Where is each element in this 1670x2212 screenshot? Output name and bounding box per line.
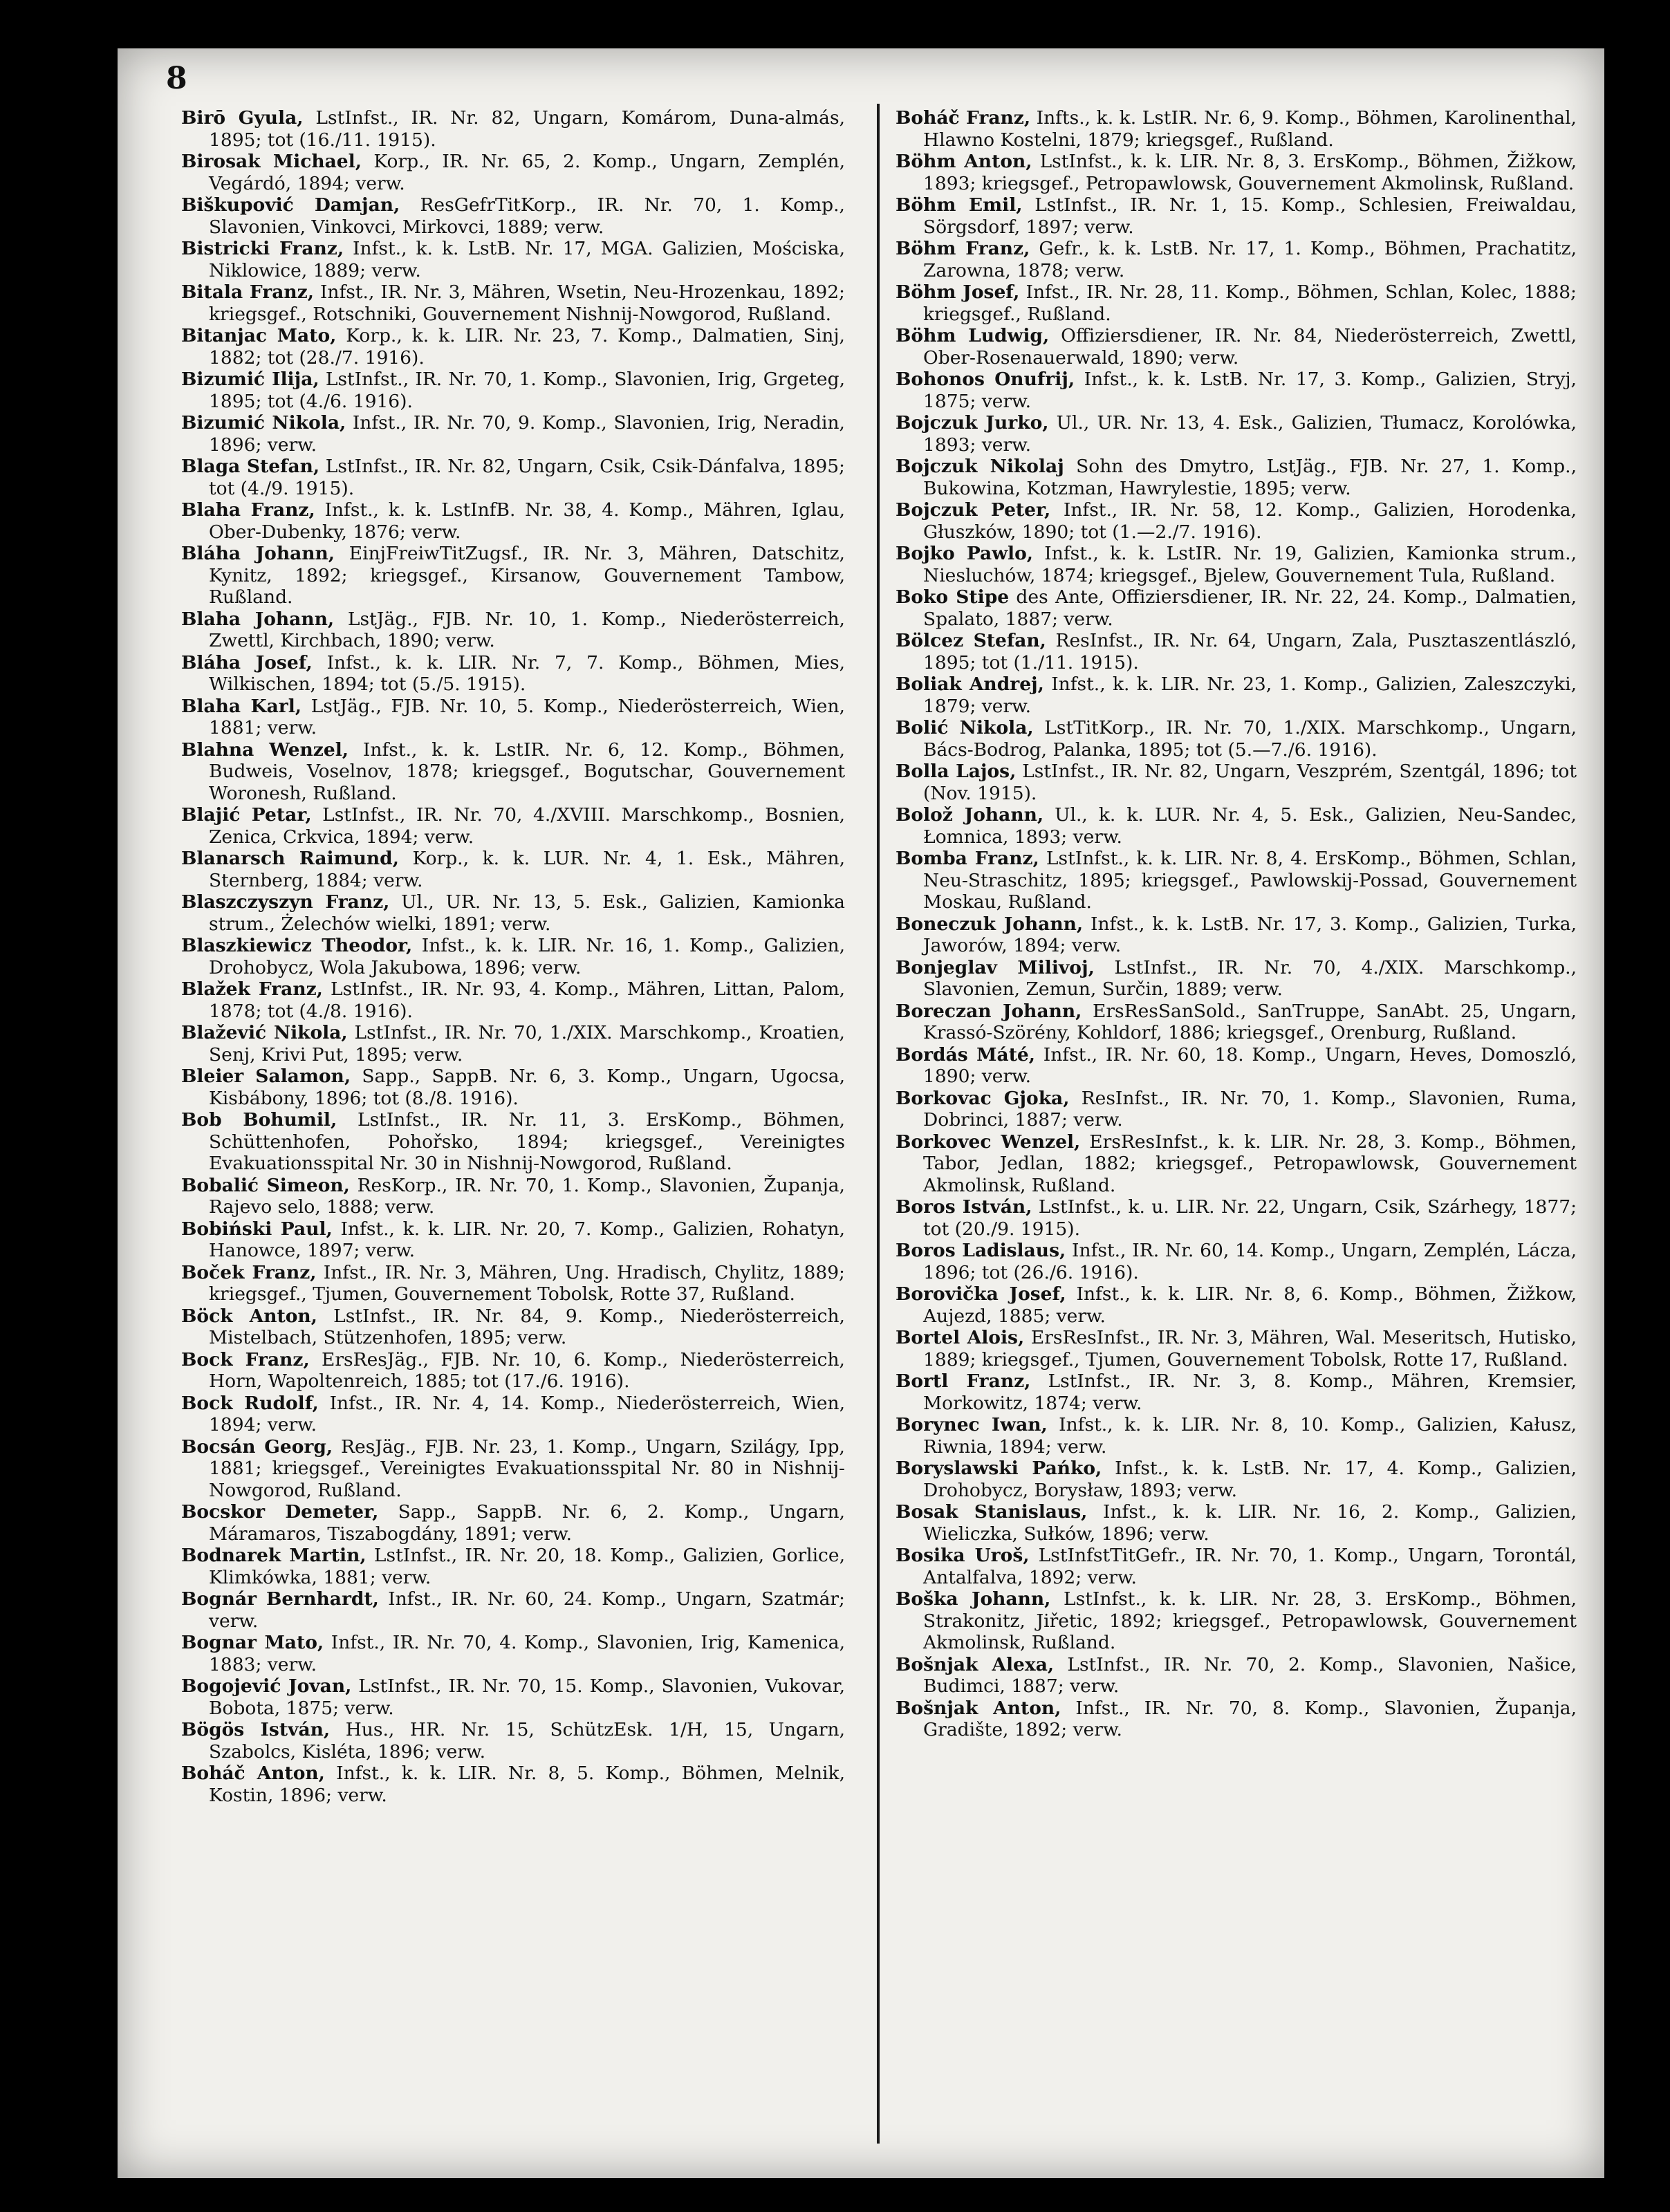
casualty-entry — [181, 281, 845, 325]
entry-name: Bizumić Nikola, — [181, 412, 346, 434]
right-column — [896, 107, 1577, 2147]
entry-details: LstInfst., IR. Nr. 3, 8. Komp., Mähren, Kremsier, Morkowitz, 1874; verw. — [923, 1370, 1577, 1414]
entry-details: ErsResInfst., IR. Nr. 3, Mähren, Wal. Meseritsch, Hutisko, 1889; kriegsgef., Tjumen, Gouvernement Tobolsk, Rotte 17, Rußland. — [923, 1327, 1577, 1370]
entry-details: Infst., k. k. LstIR. Nr. 6, 12. Komp., Böhmen, Budweis, Voselnov, 1878; kriegsgef., Bogutschar, Gouvernement Woronesh, Rußland. — [209, 738, 845, 804]
entry-details: Infst., k. k. LIR. Nr. 7, 7. Komp., Böhmen, Mies, Wilkischen, 1894; tot (5./5. 1915). — [209, 651, 845, 695]
entry-details: Infst., IR. Nr. 3, Mähren, Wsetin, Neu-Hrozenkau, 1892; kriegsgef., Rotschniki, Gouvernement Nishnij-Nowgorod, Rußland. — [209, 281, 845, 325]
entry-name: Böhm Anton, — [896, 151, 1032, 172]
entry-details: LstInfst., IR. Nr. 70, 4./XVIII. Marschkomp., Bosnien, Zenica, Crkvica, 1894; verw. — [209, 804, 845, 848]
entry-name: Birō Gyula, — [181, 107, 304, 129]
entry-details: Infst., k. k. LstInfB. Nr. 38, 4. Komp., Mähren, Iglau, Ober-Dubenky, 1876; verw. — [209, 499, 845, 543]
entry-details: ResInfst., IR. Nr. 70, 1. Komp., Slavonien, Ruma, Dobrinci, 1887; verw. — [923, 1087, 1577, 1131]
entry-details: LstInfst., IR. Nr. 20, 18. Komp., Galizien, Gorlice, Klimkówka, 1881; verw. — [209, 1545, 845, 1588]
entry-details: Infts., k. k. LstIR. Nr. 6, 9. Komp., Böhmen, Karolinenthal, Hlawno Kostelni, 1879; kriegsgef., Rußland. — [923, 107, 1577, 151]
casualty-entry — [896, 804, 1577, 848]
entry-details: LstInfst., IR. Nr. 70, 1. Komp., Slavonien, Irig, Grgeteg, 1895; tot (4./6. 1916). — [209, 369, 845, 412]
casualty-entry — [181, 804, 845, 848]
casualty-entry — [181, 1262, 845, 1305]
entry-details: Offiziersdiener, IR. Nr. 84, Niederösterreich, Zwettl, Ober-Rosenauerwald, 1890; verw. — [923, 325, 1577, 369]
entry-name: Böhm Ludwig, — [896, 325, 1050, 346]
entry-name: Bojczuk Peter, — [896, 499, 1051, 521]
casualty-entry — [896, 630, 1577, 673]
entry-details: Infst., k. k. LIR. Nr. 8, 10. Komp., Galizien, Kałusz, Riwnia, 1894; verw. — [923, 1414, 1577, 1458]
entry-details: LstInfst., IR. Nr. 70, 2. Komp., Slavonien, Našice, Budimci, 1887; verw. — [923, 1653, 1577, 1697]
casualty-entry — [896, 717, 1577, 761]
casualty-entry — [181, 151, 845, 194]
entry-details: LstTitKorp., IR. Nr. 70, 1./XIX. Marschkomp., Ungarn, Bács-Bodrog, Palanka, 1895; tot (5.—7./6. 1916). — [923, 717, 1577, 761]
entry-name: Bojczuk Nikolaj — [896, 456, 1064, 477]
casualty-entry — [896, 1240, 1577, 1283]
entry-details: LstInfst., IR. Nr. 93, 4. Komp., Mähren, Littan, Palom, 1878; tot (4./8. 1916). — [209, 978, 845, 1022]
entry-name: Bleier Salamon, — [181, 1066, 351, 1087]
casualty-entry — [181, 369, 845, 412]
casualty-entry — [181, 499, 845, 543]
entry-details: ResGefrTitKorp., IR. Nr. 70, 1. Komp., Slavonien, Vinkovci, Mirkovci, 1889; verw. — [209, 194, 845, 238]
entry-details: Ul., UR. Nr. 13, 4. Esk., Galizien, Tłumacz, Korolówka, 1893; verw. — [923, 412, 1577, 456]
casualty-entry — [181, 1588, 845, 1632]
entry-details: ErsResInfst., k. k. LIR. Nr. 28, 3. Komp., Böhmen, Tabor, Jedlan, 1882; kriegsgef., Petropawlowsk, Gouvernement Akmolinsk, Rußland. — [923, 1131, 1577, 1196]
entry-details: Infst., k. k. LstB. Nr. 17, 4. Komp., Galizien, Drohobycz, Borysław, 1893; verw. — [923, 1458, 1577, 1501]
casualty-entry — [896, 913, 1577, 957]
entry-name: Bob Bohumil, — [181, 1109, 337, 1131]
entry-name: Borovička Josef, — [896, 1283, 1066, 1305]
entry-name: Bodnarek Martin, — [181, 1545, 367, 1566]
entry-name: Boháč Anton, — [181, 1763, 325, 1784]
casualty-entry — [896, 151, 1577, 194]
entry-details: Infst., k. k. LIR. Nr. 8, 6. Komp., Böhmen, Žižkow, Aujezd, 1885; verw. — [923, 1283, 1577, 1327]
entry-name: Blajić Petar, — [181, 804, 312, 826]
entry-name: Blažević Nikola, — [181, 1022, 348, 1043]
casualty-entry — [896, 1545, 1577, 1588]
entry-details: LstInfst., k. k. LIR. Nr. 8, 4. ErsKomp., Böhmen, Schlan, Neu-Straschitz, 1895; kriegsgef., Pawlowskij-Possad, Gouvernement Moskau, Rußland. — [923, 848, 1577, 913]
casualty-entry — [181, 1022, 845, 1066]
entry-name: Borkovec Wenzel, — [896, 1131, 1081, 1153]
casualty-entry — [896, 1044, 1577, 1088]
entry-name: Bock Franz, — [181, 1348, 310, 1370]
entry-details: Infst., IR. Nr. 70, 8. Komp., Slavonien, Županja, Gradište, 1892; verw. — [923, 1697, 1577, 1740]
entry-name: Bordás Máté, — [896, 1043, 1036, 1066]
entry-details: LstJäg., FJB. Nr. 10, 1. Komp., Niederösterreich, Zwettl, Kirchbach, 1890; verw. — [209, 608, 845, 651]
entry-name: Boliak Andrej, — [896, 673, 1044, 695]
entry-details: Infst., k. k. LIR. Nr. 16, 1. Komp., Galizien, Drohobycz, Wola Jakubowa, 1896; verw. — [209, 935, 845, 978]
entry-details: Infst., k. k. LIR. Nr. 20, 7. Komp., Galizien, Rohatyn, Hanowce, 1897; verw. — [209, 1218, 845, 1261]
casualty-entry — [181, 1632, 845, 1675]
entry-details: Korp., k. k. LUR. Nr. 4, 1. Esk., Mähren, Sternberg, 1884; verw. — [209, 848, 845, 891]
entry-name: Bojczuk Jurko, — [896, 412, 1049, 434]
entry-details: LstInfstTitGefr., IR. Nr. 70, 1. Komp., Ungarn, Torontál, Antalfalva, 1892; verw. — [923, 1545, 1577, 1588]
casualty-entry — [896, 325, 1577, 369]
casualty-entry — [181, 1501, 845, 1545]
entry-details: Sapp., SappB. Nr. 6, 2. Komp., Ungarn, Máramaros, Tiszabogdány, 1891; verw. — [209, 1501, 845, 1545]
entry-name: Bosika Uroš, — [896, 1545, 1030, 1566]
entry-name: Bortl Franz, — [896, 1370, 1031, 1392]
entry-name: Borkovac Gjoka, — [896, 1087, 1070, 1109]
casualty-entry — [181, 1175, 845, 1218]
casualty-entry — [896, 1458, 1577, 1501]
entry-name: Bobalić Simeon, — [181, 1174, 350, 1196]
casualty-entry — [896, 1131, 1577, 1197]
entry-name: Bogojević Jovan, — [181, 1675, 352, 1697]
casualty-entry — [896, 543, 1577, 586]
entry-name: Blaha Johann, — [181, 608, 335, 630]
entry-name: Bosak Stanislaus, — [896, 1501, 1088, 1523]
casualty-entry — [181, 652, 845, 696]
casualty-entry — [181, 1393, 845, 1436]
entry-details: LstInfst., IR. Nr. 82, Ungarn, Komárom, Duna-almás, 1895; tot (16./11. 1915). — [209, 107, 845, 151]
entry-details: Infst., k. k. LstB. Nr. 17, 3. Komp., Galizien, Turka, Jaworów, 1894; verw. — [923, 913, 1577, 956]
casualty-entry — [181, 978, 845, 1022]
entry-details: Infst., IR. Nr. 70, 9. Komp., Slavonien, Irig, Neradin, 1896; verw. — [209, 412, 845, 456]
casualty-entry — [181, 1218, 845, 1262]
entry-name: Bölcez Stefan, — [896, 630, 1046, 651]
entry-details: Infst., IR. Nr. 60, 18. Komp., Ungarn, Heves, Domoszló, 1890; verw. — [923, 1043, 1577, 1087]
entry-name: Bohonos Onufrij, — [896, 369, 1075, 390]
entry-name: Blažek Franz, — [181, 978, 323, 1000]
entry-name: Bolić Nikola, — [896, 717, 1034, 738]
entry-name: Bizumić Ilija, — [181, 369, 319, 390]
entry-name: Blaga Stefan, — [181, 456, 320, 477]
casualty-entry — [896, 1588, 1577, 1654]
entry-details: EinjFreiwTitZugsf., IR. Nr. 3, Mähren, Datschitz, Kynitz, 1892; kriegsgef., Kirsanow, Gouvernement Tambow, Rußland. — [209, 543, 845, 608]
casualty-entry — [896, 1501, 1577, 1545]
casualty-entry — [181, 1545, 845, 1588]
entry-name: Bláha Johann, — [181, 543, 335, 564]
entry-name: Blaha Franz, — [181, 499, 315, 521]
entry-name: Bocskor Demeter, — [181, 1501, 379, 1523]
entry-details: LstInfst., IR. Nr. 70, 4./XIX. Marschkomp., Slavonien, Zemun, Surčin, 1889; verw. — [923, 956, 1577, 1000]
entry-details: Infst., IR. Nr. 60, 14. Komp., Ungarn, Zemplén, Lácza, 1896; tot (26./6. 1916). — [923, 1240, 1577, 1283]
entry-name: Boháč Franz, — [896, 107, 1031, 129]
entry-name: Bláha Josef, — [181, 651, 313, 673]
entry-name: Bitanjac Mato, — [181, 325, 337, 346]
casualty-entry — [181, 891, 845, 935]
entry-details: Infst., k. k. LstB. Nr. 17, 3. Komp., Galizien, Stryj, 1875; verw. — [923, 369, 1577, 412]
casualty-entry — [896, 238, 1577, 281]
casualty-entry — [181, 1763, 845, 1806]
casualty-entry — [181, 739, 845, 805]
casualty-entry — [181, 412, 845, 456]
casualty-entry — [896, 369, 1577, 412]
casualty-entry — [896, 194, 1577, 238]
entry-name: Bošnjak Alexa, — [896, 1653, 1055, 1675]
casualty-entry — [181, 1675, 845, 1719]
entry-details: LstInfst., IR. Nr. 82, Ungarn, Csik, Csik-Dánfalva, 1895; tot (4./9. 1915). — [209, 456, 845, 499]
casualty-entry — [896, 1088, 1577, 1131]
entry-name: Böck Anton, — [181, 1305, 317, 1327]
entry-name: Bitala Franz, — [181, 281, 314, 303]
entry-name: Boška Johann, — [896, 1588, 1051, 1610]
casualty-entry — [181, 1436, 845, 1502]
entry-details: LstInfst., k. k. LIR. Nr. 8, 3. ErsKomp., Böhmen, Žižkow, 1893; kriegsgef., Petropawlowsk, Gouvernement Akmolinsk, Rußland. — [923, 151, 1577, 194]
entry-details: Hus., HR. Nr. 15, SchützEsk. 1/H, 15, Ungarn, Szabolcs, Kisléta, 1896; verw. — [209, 1719, 845, 1763]
entry-details: LstInfst., IR. Nr. 84, 9. Komp., Niederösterreich, Mistelbach, Stützenhofen, 1895; verw. — [209, 1305, 845, 1348]
entry-details: des Ante, Offiziersdiener, IR. Nr. 22, 24. Komp., Dalmatien, Spalato, 1887; verw. — [923, 586, 1577, 630]
entry-details: LstInfst., IR. Nr. 70, 15. Komp., Slavonien, Vukovar, Bobota, 1875; verw. — [209, 1675, 845, 1719]
entry-name: Bolla Lajos, — [896, 761, 1017, 782]
casualty-entry — [896, 107, 1577, 151]
casualty-entry — [896, 673, 1577, 717]
entry-details: Infst., IR. Nr. 3, Mähren, Ung. Hradisch, Chylitz, 1889; kriegsgef., Tjumen, Gouvernement Tobolsk, Rotte 37, Rußland. — [209, 1261, 845, 1305]
casualty-entry — [181, 1719, 845, 1763]
entry-name: Biškupović Damjan, — [181, 194, 400, 216]
entry-details: Infst., k. k. LstIR. Nr. 19, Galizien, Kamionka strum., Niesluchów, 1874; kriegsgef., Bjelew, Gouvernement Tula, Rußland. — [923, 543, 1577, 586]
entry-details: Infst., IR. Nr. 58, 12. Komp., Galizien, Horodenka, Głuszków, 1890; tot (1.—2./7. 1916). — [923, 499, 1577, 543]
entry-name: Boko Stipe — [896, 586, 1010, 608]
casualty-entry — [896, 456, 1577, 499]
casualty-entry — [896, 1370, 1577, 1414]
entry-details: Infst., IR. Nr. 28, 11. Komp., Böhmen, Schlan, Kolec, 1888; kriegsgef., Rußland. — [923, 281, 1577, 325]
casualty-entry — [896, 1283, 1577, 1327]
entry-name: Borynec Iwan, — [896, 1414, 1048, 1435]
left-column — [181, 107, 845, 2147]
casualty-entry — [896, 1001, 1577, 1044]
column-divider — [877, 104, 880, 2144]
entry-details: LstJäg., FJB. Nr. 10, 5. Komp., Niederösterreich, Wien, 1881; verw. — [209, 695, 845, 738]
entry-name: Bistricki Franz, — [181, 238, 344, 259]
casualty-entry — [896, 1196, 1577, 1240]
casualty-entry — [896, 412, 1577, 456]
casualty-entry — [896, 586, 1577, 630]
entry-name: Bošnjak Anton, — [896, 1697, 1061, 1719]
entry-name: Boros István, — [896, 1196, 1032, 1218]
casualty-entry — [896, 1654, 1577, 1698]
entry-details: Infst., k. k. LIR. Nr. 16, 2. Komp., Galizien, Wieliczka, Sułków, 1896; verw. — [923, 1501, 1577, 1545]
entry-name: Boneczuk Johann, — [896, 913, 1084, 935]
entry-name: Bojko Pawlo, — [896, 543, 1033, 564]
entry-name: Böhm Josef, — [896, 281, 1020, 303]
casualty-entry — [896, 499, 1577, 543]
entry-name: Boreczan Johann, — [896, 1000, 1082, 1022]
page-number: 8 — [166, 61, 187, 96]
entry-name: Böhm Franz, — [896, 238, 1030, 259]
entry-details: Infst., IR. Nr. 4, 14. Komp., Niederösterreich, Wien, 1894; verw. — [209, 1392, 845, 1435]
entry-details: LstInfst., k. k. LIR. Nr. 28, 3. ErsKomp., Böhmen, Strakonitz, Jiřetic, 1892; kriegsgef., Petropawlowsk, Gouvernement Akmolinsk, Rußland. — [923, 1588, 1577, 1653]
casualty-entry — [181, 935, 845, 978]
casualty-entry — [896, 281, 1577, 325]
casualty-entry — [896, 1327, 1577, 1370]
casualty-entry — [181, 456, 845, 499]
entry-name: Blanarsch Raimund, — [181, 848, 399, 869]
entry-details: LstInfst., IR. Nr. 1, 15. Komp., Schlesien, Freiwaldau, Sörgsdorf, 1897; verw. — [923, 194, 1577, 238]
entry-details: Ul., k. k. LUR. Nr. 4, 5. Esk., Galizien, Neu-Sandec, Łomnica, 1893; verw. — [923, 804, 1577, 848]
entry-name: Bock Rudolf, — [181, 1392, 319, 1414]
entry-name: Boros Ladislaus, — [896, 1240, 1066, 1261]
entry-name: Blaszkiewicz Theodor, — [181, 935, 413, 956]
casualty-entry — [181, 325, 845, 369]
entry-details: ErsResJäg., FJB. Nr. 10, 6. Komp., Niederösterreich, Horn, Wapoltenreich, 1885; tot (17./6. 1916). — [209, 1348, 845, 1392]
entry-details: Infst., IR. Nr. 60, 24. Komp., Ungarn, Szatmár; verw. — [209, 1588, 845, 1632]
entry-name: Blaszczyszyn Franz, — [181, 891, 390, 913]
entry-name: Bomba Franz, — [896, 848, 1039, 869]
entry-details: LstInfst., k. u. LIR. Nr. 22, Ungarn, Csik, Szárhegy, 1877; tot (20./9. 1915). — [923, 1196, 1577, 1240]
casualty-entry — [181, 1109, 845, 1175]
casualty-entry — [181, 608, 845, 652]
casualty-entry — [896, 1698, 1577, 1741]
casualty-entry — [181, 543, 845, 608]
entry-name: Blaha Karl, — [181, 695, 302, 717]
entry-name: Böhm Emil, — [896, 194, 1023, 216]
casualty-entry — [181, 1305, 845, 1349]
casualty-entry — [181, 238, 845, 281]
casualty-entry — [896, 1414, 1577, 1458]
entry-details: ResKorp., IR. Nr. 70, 1. Komp., Slavonien, Županja, Rajevo selo, 1888; verw. — [209, 1174, 845, 1218]
casualty-entry — [181, 1066, 845, 1109]
casualty-entry — [181, 848, 845, 891]
entry-name: Bortel Alois, — [896, 1327, 1025, 1348]
entry-name: Blahna Wenzel, — [181, 738, 349, 761]
entry-name: Bocsán Georg, — [181, 1435, 333, 1458]
entry-details: LstInfst., IR. Nr. 82, Ungarn, Veszprém, Szentgál, 1896; tot (Nov. 1915). — [923, 761, 1577, 804]
casualty-entry — [181, 107, 845, 151]
casualty-entry — [896, 761, 1577, 804]
entry-name: Boček Franz, — [181, 1261, 317, 1283]
entry-details: Gefr., k. k. LstB. Nr. 17, 1. Komp., Böhmen, Prachatitz, Zarowna, 1878; verw. — [923, 238, 1577, 281]
entry-details: ErsResSanSold., SanTruppe, SanAbt. 25, Ungarn, Krassó-Szörény, Kohldorf, 1886; kriegsgef., Orenburg, Rußland. — [923, 1000, 1577, 1043]
entry-details: LstInfst., IR. Nr. 70, 1./XIX. Marschkomp., Kroatien, Senj, Krivi Put, 1895; verw. — [209, 1022, 845, 1066]
entry-details: Korp., k. k. LIR. Nr. 23, 7. Komp., Dalmatien, Sinj, 1882; tot (28./7. 1916). — [209, 325, 845, 369]
casualty-entry — [181, 194, 845, 238]
entry-name: Bonjeglav Milivoj, — [896, 956, 1095, 978]
entry-name: Bobiński Paul, — [181, 1218, 333, 1240]
entry-details: Ul., UR. Nr. 13, 5. Esk., Galizien, Kamionka strum., Żelechów wielki, 1891; verw. — [209, 891, 845, 935]
entry-name: Boryslawski Pańko, — [896, 1458, 1102, 1479]
entry-details: Infst., k. k. LstB. Nr. 17, MGA. Galizien, Mościska, Niklowice, 1889; verw. — [209, 238, 845, 281]
entry-details: Infst., k. k. LIR. Nr. 8, 5. Komp., Böhmen, Melnik, Kostin, 1896; verw. — [209, 1763, 845, 1806]
casualty-entry — [181, 696, 845, 739]
entry-details: Infst., k. k. LIR. Nr. 23, 1. Komp., Galizien, Zaleszczyki, 1879; verw. — [923, 673, 1577, 717]
casualty-entry — [896, 957, 1577, 1001]
entry-details: LstInfst., IR. Nr. 11, 3. ErsKomp., Böhmen, Schüttenhofen, Pohořsko, 1894; kriegsgef., Vereinigtes Evakuationsspital Nr. 30 in Nishnij-Nowgorod, Rußland. — [209, 1109, 845, 1174]
entry-details: ResInfst., IR. Nr. 64, Ungarn, Zala, Pusztaszentlászló, 1895; tot (1./11. 1915). — [923, 630, 1577, 673]
entry-name: Bolož Johann, — [896, 804, 1044, 826]
entry-details: Infst., IR. Nr. 70, 4. Komp., Slavonien, Irig, Kamenica, 1883; verw. — [209, 1632, 845, 1675]
casualty-entry — [181, 1349, 845, 1393]
entry-details: ResJäg., FJB. Nr. 23, 1. Komp., Ungarn, Szilágy, Ipp, 1881; kriegsgef., Vereinigtes Evakuationsspital Nr. 80 in Nishnij-Nowgorod, Rußland. — [209, 1435, 845, 1501]
document-page — [118, 48, 1604, 2178]
entry-name: Birosak Michael, — [181, 151, 362, 172]
entry-name: Bognár Bernhardt, — [181, 1588, 379, 1610]
casualty-entry — [896, 848, 1577, 913]
entry-details: Korp., IR. Nr. 65, 2. Komp., Ungarn, Zemplén, Vegárdó, 1894; verw. — [209, 151, 845, 194]
entry-details: Sapp., SappB. Nr. 6, 3. Komp., Ungarn, Ugocsa, Kisbábony, 1896; tot (8./8. 1916). — [209, 1066, 845, 1109]
entry-name: Bognar Mato, — [181, 1632, 324, 1653]
entry-name: Bögös István, — [181, 1719, 331, 1740]
entry-details: Sohn des Dmytro, LstJäg., FJB. Nr. 27, 1. Komp., Bukowina, Kotzman, Hawrylestie, 1895; verw. — [923, 456, 1577, 499]
